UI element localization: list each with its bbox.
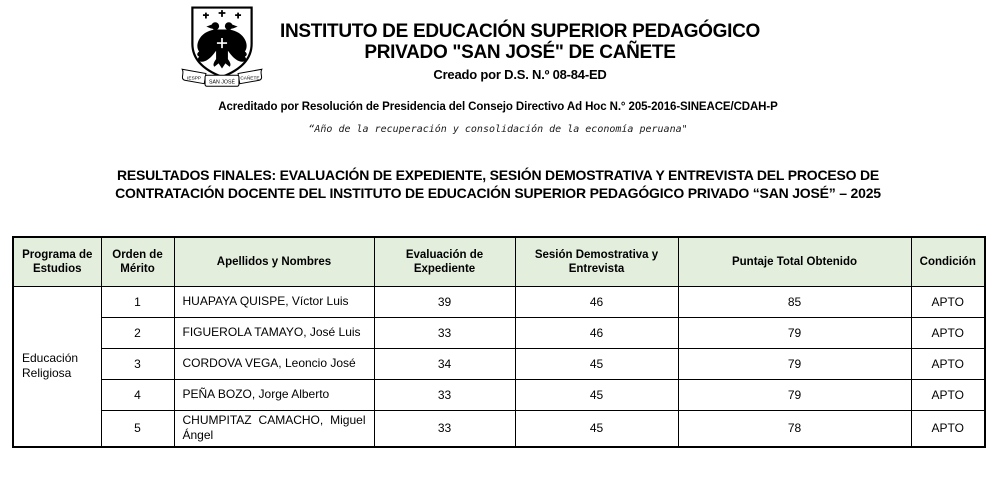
cell-apellidos-nombres: HUAPAYA QUISPE, Víctor Luis (174, 286, 374, 317)
results-title-line2: CONTRATACIÓN DOCENTE DEL INSTITUTO DE EDUCACIÓN SUPERIOR PEDAGÓGICO PRIVADO “SAN JOSÉ” – 2025 (115, 184, 881, 201)
cell-puntaje-total: 85 (678, 286, 911, 317)
cell-sesion-entrevista: 45 (515, 379, 678, 410)
cell-sesion-entrevista: 46 (515, 317, 678, 348)
cell-condicion: APTO (911, 379, 985, 410)
cell-orden-merito: 2 (101, 317, 174, 348)
cell-orden-merito: 5 (101, 410, 174, 447)
cell-orden-merito: 3 (101, 348, 174, 379)
cell-condicion: APTO (911, 286, 985, 317)
col-header-orden-merito: Orden de Mérito (101, 237, 174, 286)
ribbon-right-label: CAÑETE (240, 76, 260, 82)
cell-sesion-entrevista: 45 (515, 348, 678, 379)
cell-condicion: APTO (911, 410, 985, 447)
cell-puntaje-total: 79 (678, 379, 911, 410)
ribbon-left-label: IESPP (187, 76, 202, 82)
cell-evaluacion-expediente: 33 (374, 379, 515, 410)
institution-name-line1: INSTITUTO DE EDUCACIÓN SUPERIOR PEDAGÓGICO (279, 21, 761, 42)
results-table (12, 236, 986, 448)
cell-evaluacion-expediente: 33 (374, 410, 515, 447)
cell-apellidos-nombres: FIGUEROLA TAMAYO, José Luis (174, 317, 374, 348)
cell-evaluacion-expediente: 34 (374, 348, 515, 379)
col-header-apellidos-nombres: Apellidos y Nombres (174, 237, 374, 286)
results-title-line1: RESULTADOS FINALES: EVALUACIÓN DE EXPEDIENTE, SESIÓN DEMOSTRATIVA Y ENTREVISTA DEL PROCESO DE (116, 167, 880, 183)
cell-orden-merito: 1 (101, 286, 174, 317)
col-header-condicion: Condición (911, 237, 985, 286)
ribbon-center-label: SAN JOSÉ (209, 79, 235, 86)
col-header-puntaje-total: Puntaje Total Obtenido (678, 237, 911, 286)
created-by-decree: Creado por D.S. N.º 08-84-ED (433, 67, 607, 82)
col-header-programa: Programa de Estudios (13, 237, 101, 286)
cell-puntaje-total: 79 (678, 348, 911, 379)
letterhead (235, 21, 805, 82)
cell-sesion-entrevista: 46 (515, 286, 678, 317)
cell-apellidos-nombres: CHUMPITAZ CAMACHO, Miguel Ángel (174, 410, 374, 447)
institution-name-line2: PRIVADO "SAN JOSÉ" DE CAÑETE (364, 42, 676, 63)
cell-programa-estudios: Educación Religiosa (13, 286, 101, 447)
table-header-row (13, 237, 985, 286)
cell-sesion-entrevista: 45 (515, 410, 678, 447)
results-title (63, 167, 933, 202)
cell-condicion: APTO (911, 348, 985, 379)
cell-apellidos-nombres: PEÑA BOZO, Jorge Alberto (174, 379, 374, 410)
col-header-evaluacion-expediente: Evaluación de Expediente (374, 237, 515, 286)
cell-apellidos-nombres: CORDOVA VEGA, Leoncio José (174, 348, 374, 379)
table-row (13, 317, 985, 348)
cell-evaluacion-expediente: 39 (374, 286, 515, 317)
col-header-sesion-entrevista: Sesión Demostrativa y Entrevista (515, 237, 678, 286)
table-row (13, 410, 985, 447)
table-row (13, 379, 985, 410)
table-row (13, 286, 985, 317)
year-motto: “Año de la recuperación y consolidación de la economía peruana" (308, 124, 688, 135)
cell-condicion: APTO (911, 317, 985, 348)
accreditation-line: Acreditado por Resolución de Presidencia del Consejo Directivo Ad Hoc N.° 205-2016-SINEACE/CDAH-P (218, 101, 778, 113)
table-row (13, 348, 985, 379)
cell-orden-merito: 4 (101, 379, 174, 410)
cell-puntaje-total: 78 (678, 410, 911, 447)
cell-puntaje-total: 79 (678, 317, 911, 348)
cell-evaluacion-expediente: 33 (374, 317, 515, 348)
